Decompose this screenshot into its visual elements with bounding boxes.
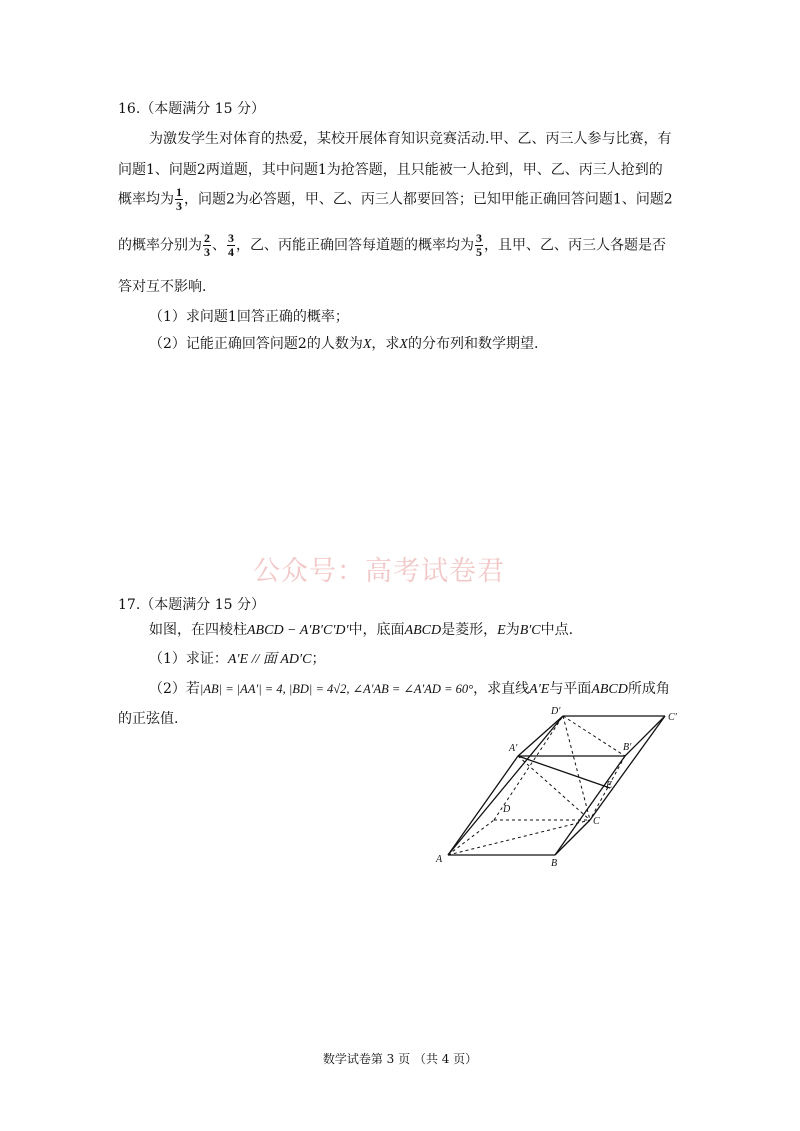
fraction-denominator: 4	[228, 245, 234, 259]
label-b1: B′	[623, 742, 632, 753]
math-base-name: ABCD	[404, 623, 442, 638]
edge-bb1	[555, 756, 625, 855]
label-b: B	[551, 858, 558, 869]
q16-paragraph-line-5: 答对互不影响.	[118, 279, 207, 295]
q16-line4-separator: 、	[212, 237, 226, 254]
q16-paragraph-line-2: 问题1、问题2两道题，其中问题1为抢答题，且只能被一人抢到，甲、乙、丙三人抢到的	[118, 162, 663, 178]
label-c1: C′	[668, 712, 677, 723]
math-conditions: |AB| = |AA′| = 4, |BD| = 4√2, ∠A′AB = ∠A′AD = 60°	[199, 682, 474, 696]
q17-sub2-text-c: 与平面	[549, 681, 592, 697]
segment-ad1	[448, 716, 563, 855]
math-plane: ABCD	[591, 682, 628, 697]
q16-line4-text-b: ，乙、丙能正确回答每道题的概率均为	[236, 237, 474, 254]
q17-line1-text-c: 是菱形，	[441, 622, 498, 638]
q17-sub2-text-d: 所成角	[627, 681, 670, 697]
label-d: D	[503, 804, 511, 815]
q17-heading: 17.（本题满分 15 分）	[118, 597, 265, 613]
fraction-numerator: 3	[476, 231, 482, 245]
fraction-one-third	[175, 186, 183, 213]
edge-bc	[555, 820, 590, 855]
q17-line1-text-e: 中点.	[540, 622, 574, 638]
q16-line3-text-b: ，问题2为必答题，甲、乙、丙三人都要回答；已知甲能正确回答问题1、问题2	[184, 191, 673, 208]
fraction-denominator: 5	[476, 245, 482, 259]
fraction-numerator: 1	[176, 185, 182, 199]
fraction-denominator: 3	[204, 245, 210, 259]
page-footer: 数学试卷第 3 页 （共 4 页）	[322, 1052, 478, 1066]
q17-sub1-text-a: （1）求证：	[149, 651, 228, 667]
q16-paragraph-line-3	[118, 186, 673, 213]
label-c: C	[593, 816, 600, 827]
label-d1: D′	[551, 706, 561, 717]
label-e: E	[606, 780, 613, 791]
edge-cc1	[590, 716, 665, 820]
math-parallel-statement: A′E // 面 AD′C	[227, 652, 312, 667]
q17-paragraph-line-1	[149, 619, 573, 639]
segment-a1c-hidden	[518, 756, 590, 820]
q17-sub1-text-b: ；	[311, 651, 326, 667]
prism-figure	[420, 700, 700, 870]
q16-sub2-text-a: （2）记能正确回答问题2的人数为	[149, 336, 363, 352]
q16-heading: 16.（本题满分 15 分）	[118, 101, 265, 117]
q17-subquestion-2-end: 的正弦值.	[118, 711, 179, 727]
segment-d1b1-hidden	[563, 716, 625, 756]
fraction-numerator: 3	[228, 231, 234, 245]
fraction-numerator: 2	[204, 231, 210, 245]
q16-sub2-text-c: 的分布列和数学期望.	[407, 336, 539, 352]
label-a1: A′	[509, 743, 518, 754]
q17-line1-text-a: 如图，在四棱柱	[149, 622, 247, 638]
q17-line1-text-b: 中，底面	[348, 622, 405, 638]
q16-paragraph-line-1: 为激发学生对体育的热爱，某校开展体育知识竞赛活动.甲、乙、丙三人参与比赛，有	[149, 131, 672, 147]
fraction-three-quarters	[227, 232, 235, 259]
fraction-two-thirds	[203, 232, 211, 259]
q17-subquestion-2	[149, 678, 670, 698]
math-variable-x: X	[399, 337, 408, 352]
q16-subquestion-1: （1）求问题1回答正确的概率；	[149, 309, 349, 325]
q17-subquestion-1	[149, 648, 325, 668]
math-line: A′E	[529, 682, 550, 697]
q16-line4-text-c: ，且甲、乙、丙三人各题是否	[484, 237, 666, 254]
math-variable-x: X	[362, 337, 372, 352]
math-segment: B′C	[519, 623, 541, 638]
q16-line4-text-a: 的概率分别为	[118, 237, 202, 254]
math-point-e: E	[497, 623, 506, 638]
fraction-three-fifths	[475, 232, 483, 259]
q16-subquestion-2	[149, 333, 538, 353]
q16-line3-text-a: 概率均为	[118, 191, 174, 208]
fraction-denominator: 3	[176, 199, 182, 213]
q17-line1-text-d: 为	[505, 622, 520, 638]
q17-sub2-text-b: ，求直线	[473, 681, 530, 697]
q17-sub2-text-a: （2）若	[149, 681, 200, 697]
watermark: 公众号：高考试卷君	[253, 556, 505, 587]
segment-a1e	[518, 756, 610, 788]
label-a: A	[436, 854, 443, 865]
math-prism-name: ABCD − A′B′C′D′	[247, 623, 349, 638]
edge-ad-hidden	[448, 820, 494, 855]
q16-paragraph-line-4	[118, 232, 666, 259]
segment-d1c-hidden	[563, 716, 590, 820]
q16-sub2-text-b: ，求	[371, 336, 400, 352]
